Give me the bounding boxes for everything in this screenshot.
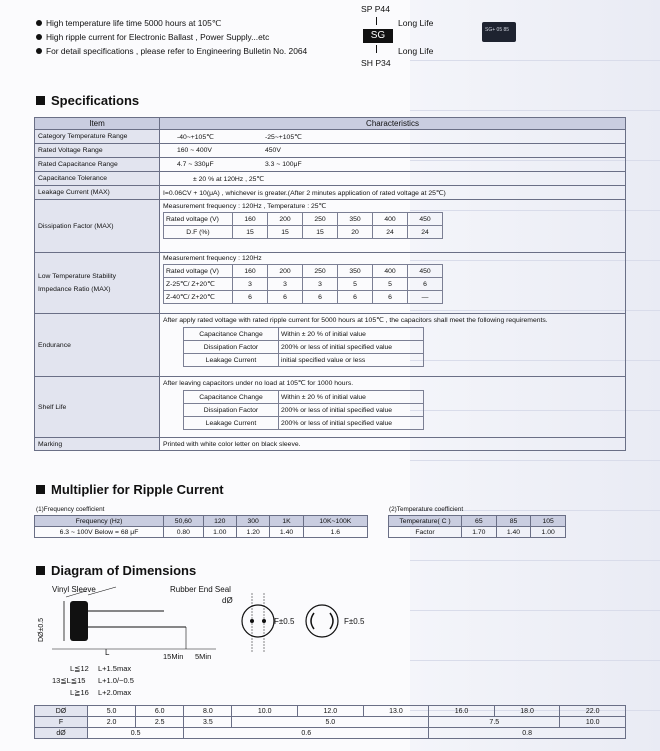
dimension-drawing	[36, 583, 376, 663]
temp-caption: (2)Temperature coefficient	[389, 506, 464, 513]
long-life-label: Long Life	[398, 18, 434, 28]
frequency-coefficient-table: Frequency (Hz) 50,60 120 300 1K 10K~100K 6.3 ~ 100V Below = 68 μF 0.80 1.00 1.20 1.40 1.6	[34, 515, 368, 538]
length-rule: L≧16	[70, 688, 89, 697]
length-rule-value: L+1.0/−0.5	[98, 676, 134, 685]
shelf-life-table: Capacitance Change Within ± 20 % of initial value Dissipation Factor 200% or less of initial specified value Leakage Current 200% or less of initial specified value	[183, 390, 424, 430]
feature-bullet: High ripple current for Electronic Ballast , Power Supply...etc	[36, 32, 269, 42]
length-rule-value: L+1.5max	[98, 664, 132, 673]
5min-label: 5Min	[195, 652, 212, 661]
lead-spacing-label: F±0.5	[274, 617, 295, 626]
col-item: Item	[35, 118, 160, 130]
series-sh-label: SH P34	[361, 58, 391, 68]
capacitor-photo: SG+ 05 85	[482, 22, 516, 42]
length-rule: L≦12	[70, 664, 89, 673]
section-title-dimensions: Diagram of Dimensions	[36, 563, 196, 578]
feature-bullet: For detail specifications , please refer to Engineering Bulletin No. 2064	[36, 46, 307, 56]
section-title-ripple: Multiplier for Ripple Current	[36, 482, 224, 497]
vinyl-sleeve-label: Vinyl Sleeve	[52, 585, 96, 594]
specifications-table: Item Characteristics Category Temperature Range -40~+105℃ -25~+105℃ Rated Voltage Range 160 ~ 400V 450V Rated Capacitance Range 4.7 ~ 330μF 3.3 ~ 100μF Capacitance Tolerance ± 20 % at 120Hz , 25℃ Leakage Current (MAX) I=0.06CV + 10(μA) , whichever is greater.(After 2 minutes application of rated voltage at 25℃) Dissipation Factor (MAX) Measurement frequency : 120Hz , Temperature : 25℃ Rated voltage (V) 160 200 250 350 400 450 D.F (%) 15 15 15 20 24 24 Low Temperature Stability Impedance Ratio (MAX) Measurement frequency : 120Hz Rated voltage (V) 160 200 250 350 400 450 Z-25℃/ Z+20℃ 3 3 3 5 5 6 Z-40℃/ Z+20℃ 6 6 6 6 6 — Endurance After apply rated voltage with rated ripple current for 5000 hours at 105℃ , the capacitors shall meet the following requirements. Capacitance Change Within ± 20 % of initial value Dissipation Factor 200% or less of initial specified value Leakage Current initial specified value or less Shelf Life After leaving capacitors under no load at 105℃ for 1000 hours. Capacitance Change Within ± 20 % of initial value Dissipation Factor 200% or less of initial specified value Leakage Current 200% or less of initial specified value Marking Printed with white color letter on black sleeve.	[34, 117, 626, 451]
lead-diameter-label: dØ	[222, 596, 233, 605]
series-sg-badge: SG	[363, 29, 393, 43]
feature-bullet: High temperature life time 5000 hours at 105℃	[36, 18, 221, 28]
diameter-label: DØ±0.5	[38, 617, 45, 642]
15min-label: 15Min	[163, 652, 184, 661]
dimensions-table: DØ 5.0 6.0 8.0 10.0 12.0 13.0 16.0 18.0 22.0 F 2.0 2.5 3.5 5.0 7.5 10.0 dØ 0.5 0.6 0.8	[34, 705, 626, 739]
df-table: Rated voltage (V) 160 200 250 350 400 450 D.F (%) 15 15 15 20 24 24	[163, 212, 443, 239]
length-rule: 13≦L≦15	[52, 676, 86, 685]
section-title-specifications: Specifications	[36, 93, 139, 108]
arrow-up-icon	[376, 17, 377, 25]
freq-caption: (1)Frequency coefficient	[36, 506, 105, 513]
length-rule-value: L+2.0max	[98, 688, 132, 697]
col-characteristics: Characteristics	[160, 118, 626, 130]
impedance-table: Rated voltage (V) 160 200 250 350 400 450 Z-25℃/ Z+20℃ 3 3 3 5 5 6 Z-40℃/ Z+20℃ 6 6 6 6 6 —	[163, 264, 443, 304]
endurance-table: Capacitance Change Within ± 20 % of initial value Dissipation Factor 200% or less of initial specified value Leakage Current initial specified value or less	[183, 327, 424, 367]
temperature-coefficient-table: Temperature( C ) 65 85 105 Factor 1.70 1.40 1.00	[388, 515, 566, 538]
series-sp-label: SP P44	[361, 4, 390, 14]
capacitor-body	[70, 601, 88, 641]
rubber-seal-label: Rubber End Seal	[170, 585, 231, 594]
long-life-label: Long Life	[398, 46, 434, 56]
lead-spacing-label: F±0.5	[344, 617, 365, 626]
length-label: L	[105, 648, 110, 657]
arrow-down-icon	[376, 45, 377, 53]
